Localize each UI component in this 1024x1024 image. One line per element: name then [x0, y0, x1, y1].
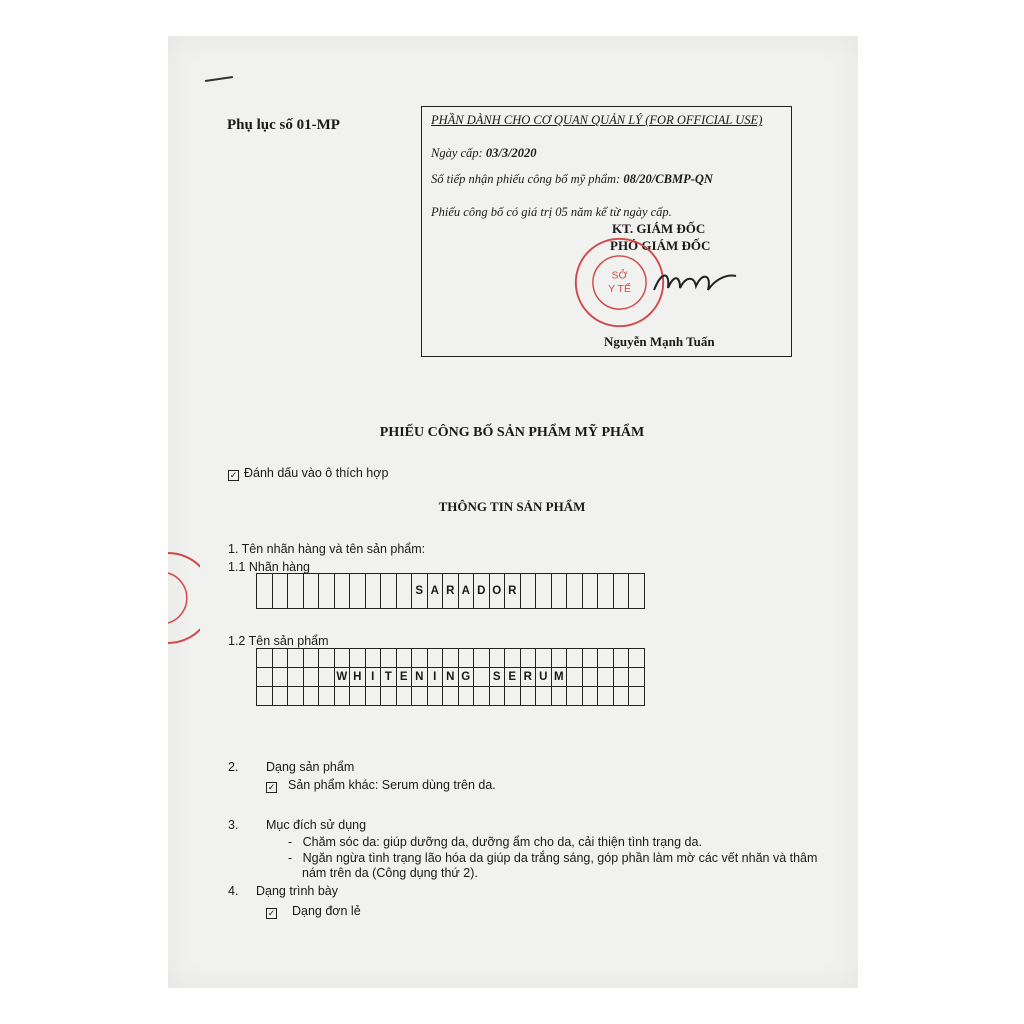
- grid-cell: R: [443, 574, 459, 609]
- grid-cell: [614, 649, 630, 668]
- grid-cell: [397, 574, 413, 609]
- grid-cell: [350, 687, 366, 706]
- grid-cell: A: [459, 574, 475, 609]
- grid-cell: [505, 687, 521, 706]
- section-2-label: Dạng sản phẩm: [266, 760, 355, 774]
- grid-cell: [350, 649, 366, 668]
- checkbox-icon: ✓: [267, 782, 276, 792]
- grid-cell: R: [521, 668, 537, 687]
- grid-cell: G: [459, 668, 475, 687]
- grid-cell: [381, 649, 397, 668]
- grid-cell: [629, 687, 645, 706]
- grid-cell: [490, 687, 506, 706]
- grid-cell: [583, 687, 599, 706]
- grid-cell: [598, 687, 614, 706]
- grid-cell: [381, 687, 397, 706]
- grid-cell: E: [505, 668, 521, 687]
- section-2-option-text: Sản phẩm khác: Serum dùng trên da.: [288, 778, 496, 792]
- grid-cell: [288, 649, 304, 668]
- grid-cell: S: [490, 668, 506, 687]
- grid-cell: [412, 649, 428, 668]
- check-note-line: [228, 466, 388, 481]
- section-title: THÔNG TIN SẢN PHẨM: [438, 499, 586, 514]
- bullet-2: - Ngăn ngừa tình trạng lão hóa da giúp da trắng sáng, góp phần làm mờ các vết nhăn và thâm: [288, 851, 818, 865]
- grid-cell: [304, 649, 320, 668]
- grid-cell: H: [350, 668, 366, 687]
- section-2-num: 2.: [228, 760, 239, 774]
- check-note: Đánh dấu vào ô thích hợp: [244, 466, 389, 480]
- grid-cell: [459, 687, 475, 706]
- grid-cell: [614, 668, 630, 687]
- section-1-1-label: 1.1 Nhãn hàng: [228, 560, 311, 574]
- grid-cell: [257, 687, 273, 706]
- grid-cell: [598, 574, 614, 609]
- grid-cell: [443, 649, 459, 668]
- grid-cell: [474, 687, 490, 706]
- grid-cell: [552, 649, 568, 668]
- grid-cell: [567, 687, 583, 706]
- grid-cell: [273, 668, 289, 687]
- grid-cell: S: [412, 574, 428, 609]
- grid-row: [257, 668, 645, 687]
- grid-row: [257, 649, 645, 668]
- grid-cell: [257, 574, 273, 609]
- grid-cell: [381, 574, 397, 609]
- section-1-label: 1. Tên nhãn hàng và tên sản phẩm:: [228, 542, 426, 556]
- grid-cell: [397, 649, 413, 668]
- grid-row: [257, 687, 645, 706]
- grid-cell: [552, 574, 568, 609]
- grid-cell: [505, 649, 521, 668]
- grid-cell: [614, 574, 630, 609]
- grid-cell: U: [536, 668, 552, 687]
- partial-seal-stamp: [160, 548, 200, 648]
- sign-kt: KT. GIÁM ĐỐC: [612, 221, 706, 236]
- section-3-num: 3.: [228, 818, 239, 832]
- grid-cell: [443, 687, 459, 706]
- grid-cell: [583, 574, 599, 609]
- grid-cell: [583, 649, 599, 668]
- grid-cell: [273, 649, 289, 668]
- grid-cell: [273, 687, 289, 706]
- grid-cell: [459, 649, 475, 668]
- grid-cell: [490, 649, 506, 668]
- section-4-label: Dạng trình bày: [256, 884, 338, 898]
- grid-cell: [366, 687, 382, 706]
- grid-cell: [288, 687, 304, 706]
- grid-cell: [474, 668, 490, 687]
- bullet-1: - Chăm sóc da: giúp dưỡng da, dưỡng ẩm cho da, cải thiện tình trạng da.: [288, 835, 702, 849]
- receipt-line: [431, 172, 713, 187]
- grid-cell: [629, 668, 645, 687]
- section-4-num: 4.: [228, 884, 239, 898]
- grid-cell: [288, 668, 304, 687]
- grid-cell: [288, 574, 304, 609]
- grid-cell: W: [335, 668, 351, 687]
- svg-text:Y TẾ: Y TẾ: [608, 284, 631, 295]
- grid-cell: [428, 649, 444, 668]
- grid-cell: [257, 668, 273, 687]
- section-4-option-text: Dạng đơn lẻ: [292, 904, 361, 918]
- grid-cell: [335, 649, 351, 668]
- annex-label: Phụ lục số 01-MP: [227, 117, 340, 133]
- product-name-grid: [256, 648, 645, 706]
- grid-cell: M: [552, 668, 568, 687]
- grid-cell: R: [505, 574, 521, 609]
- official-header: PHẦN DÀNH CHO CƠ QUAN QUẢN LÝ (FOR OFFICIAL USE): [431, 113, 763, 127]
- grid-cell: [304, 687, 320, 706]
- grid-cell: I: [428, 668, 444, 687]
- form-title: PHIẾU CÔNG BỐ SẢN PHẨM MỸ PHẨM: [379, 425, 645, 440]
- grid-cell: I: [366, 668, 382, 687]
- grid-cell: N: [443, 668, 459, 687]
- grid-cell: O: [490, 574, 506, 609]
- grid-cell: [304, 574, 320, 609]
- issue-date-line: [431, 146, 537, 161]
- official-use-box: [421, 106, 792, 357]
- grid-row: [257, 574, 645, 609]
- grid-cell: [319, 668, 335, 687]
- issue-date-label: Ngày cấp:: [431, 146, 483, 160]
- grid-cell: [474, 649, 490, 668]
- grid-cell: [552, 687, 568, 706]
- grid-cell: [629, 649, 645, 668]
- grid-cell: [521, 574, 537, 609]
- bullet-1-text: Chăm sóc da: giúp dưỡng da, dưỡng ẩm cho da, cải thiện tình trạng da.: [302, 835, 702, 849]
- svg-text:SỞ: SỞ: [611, 270, 628, 282]
- grid-cell: [521, 649, 537, 668]
- signature-mark: [650, 262, 740, 302]
- grid-cell: [366, 649, 382, 668]
- grid-cell: [536, 687, 552, 706]
- validity-line: Phiếu công bố có giá trị 05 năm kể từ ngày cấp.: [431, 205, 672, 219]
- grid-cell: [257, 649, 273, 668]
- grid-cell: [335, 687, 351, 706]
- grid-cell: [536, 574, 552, 609]
- grid-cell: [350, 574, 366, 609]
- grid-cell: [567, 668, 583, 687]
- grid-cell: T: [381, 668, 397, 687]
- receipt-number: 08/20/CBMP-QN: [623, 172, 713, 186]
- grid-cell: D: [474, 574, 490, 609]
- grid-cell: [319, 574, 335, 609]
- bullet-2-cont: nám trên da (Công dụng thứ 2).: [302, 866, 478, 880]
- grid-cell: [273, 574, 289, 609]
- grid-cell: [629, 574, 645, 609]
- section-2-option: [266, 778, 496, 793]
- grid-cell: A: [428, 574, 444, 609]
- grid-cell: [412, 687, 428, 706]
- grid-cell: [319, 649, 335, 668]
- grid-cell: E: [397, 668, 413, 687]
- sign-deputy: PHÓ GIÁM ĐỐC: [610, 238, 711, 253]
- receipt-label: Số tiếp nhận phiếu công bố mỹ phẩm:: [431, 172, 621, 186]
- grid-cell: [598, 668, 614, 687]
- grid-cell: [567, 649, 583, 668]
- grid-cell: [598, 649, 614, 668]
- grid-cell: [583, 668, 599, 687]
- grid-cell: N: [412, 668, 428, 687]
- issue-date-value: 03/3/2020: [485, 146, 537, 160]
- grid-cell: [521, 687, 537, 706]
- checkbox-icon: ✓: [267, 908, 276, 918]
- section-1-2-label: 1.2 Tên sản phẩm: [228, 634, 329, 648]
- section-3-label: Mục đích sử dụng: [266, 818, 367, 832]
- signer-name: Nguyễn Mạnh Tuấn: [604, 334, 715, 349]
- section-4-option: [266, 904, 361, 919]
- grid-cell: [614, 687, 630, 706]
- grid-cell: [304, 668, 320, 687]
- bullet-2-text: Ngăn ngừa tình trạng lão hóa da giúp da trắng sáng, góp phần làm mờ các vết nhăn và thâm: [302, 851, 818, 865]
- grid-cell: [366, 574, 382, 609]
- grid-cell: [319, 687, 335, 706]
- grid-cell: [397, 687, 413, 706]
- grid-cell: [567, 574, 583, 609]
- brand-name-grid: [256, 573, 645, 609]
- checkbox-icon: ✓: [229, 470, 238, 480]
- grid-cell: [335, 574, 351, 609]
- grid-cell: [536, 649, 552, 668]
- grid-cell: [428, 687, 444, 706]
